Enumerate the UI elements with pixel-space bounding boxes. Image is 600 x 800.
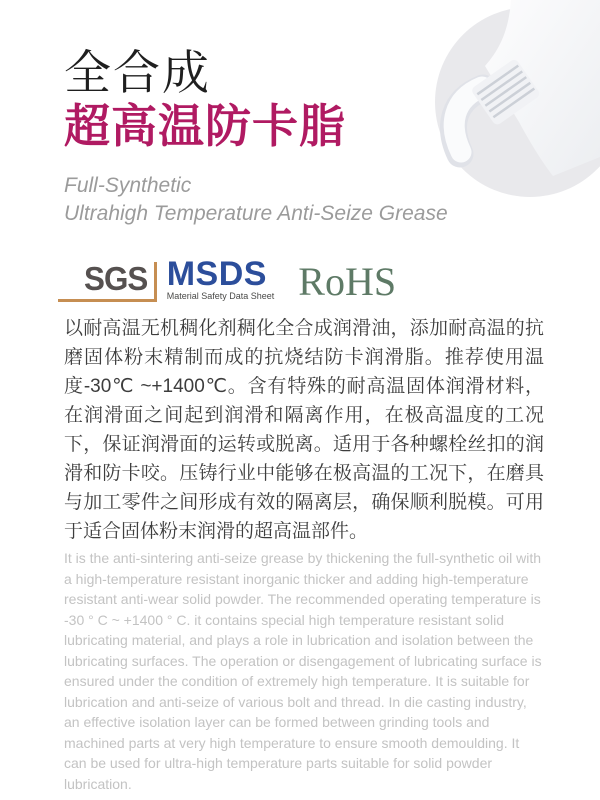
msds-logo-sublabel: Material Safety Data Sheet bbox=[166, 291, 275, 301]
certification-logos bbox=[58, 250, 396, 302]
msds-logo bbox=[166, 255, 275, 302]
rohs-logo-label: RoHS bbox=[298, 259, 397, 304]
sgs-logo bbox=[58, 262, 157, 302]
description-english: It is the anti-sintering anti-seize grease by thickening the full-synthetic oil with a high-temperature resistant inorganic thicker and adding high-temperature resistant anti-wear solid powder. The recommended operating temperature is -30 ° C ~ +1400 ° C. it contains special high temperature resistant solid lubricating material, and plays a role in lubrication and isolation between the lubricating surfaces. The operation or disengagement of lubricating surface is ensured under the condition of extremely high temperature. It is suitable for lubrication and anti-seize of various bolt and thread. In die casting industry, an effective isolation layer can be formed between grinding tools and machined parts at very high temperature to ensure smooth demoulding. It can be used for ultra-high temperature parts suitable for solid powder lubrication. bbox=[64, 550, 542, 792]
description-chinese: 以耐高温无机稠化剂稠化全合成润滑油，添加耐高温的抗磨固体粉末精制而成的抗烧结防卡润滑脂。推荐使用温度-30℃ ~+1400℃。含有特殊的耐高温固体润滑材料，在润滑面之间起到润滑和隔离作用，在极高温度的工况下，保证润滑面的运转或脱离。适用于各种螺栓丝扣的润滑和防卡咬。压铸行业中能够在极高温的工况下，在磨具与加工零件之间形成有效的隔离层，确保顺利脱模。可用于适合固体粉末润滑的超高温部件。 bbox=[64, 318, 544, 542]
rohs-logo bbox=[298, 259, 397, 304]
subtitle-line2: Ultrahigh Temperature Anti-Seize Grease bbox=[64, 202, 448, 225]
page-title-accent: 超高温防卡脂 bbox=[64, 100, 346, 152]
subtitle-line1: Full-Synthetic bbox=[64, 174, 192, 197]
msds-logo-label: MSDS bbox=[166, 255, 267, 293]
tube-icon bbox=[435, 0, 600, 197]
sgs-logo-label: SGS bbox=[84, 260, 148, 297]
product-photo bbox=[435, 0, 600, 205]
title-block bbox=[64, 46, 346, 152]
page-title-cn: 全合成 bbox=[64, 46, 211, 99]
subtitle-en bbox=[64, 172, 448, 228]
